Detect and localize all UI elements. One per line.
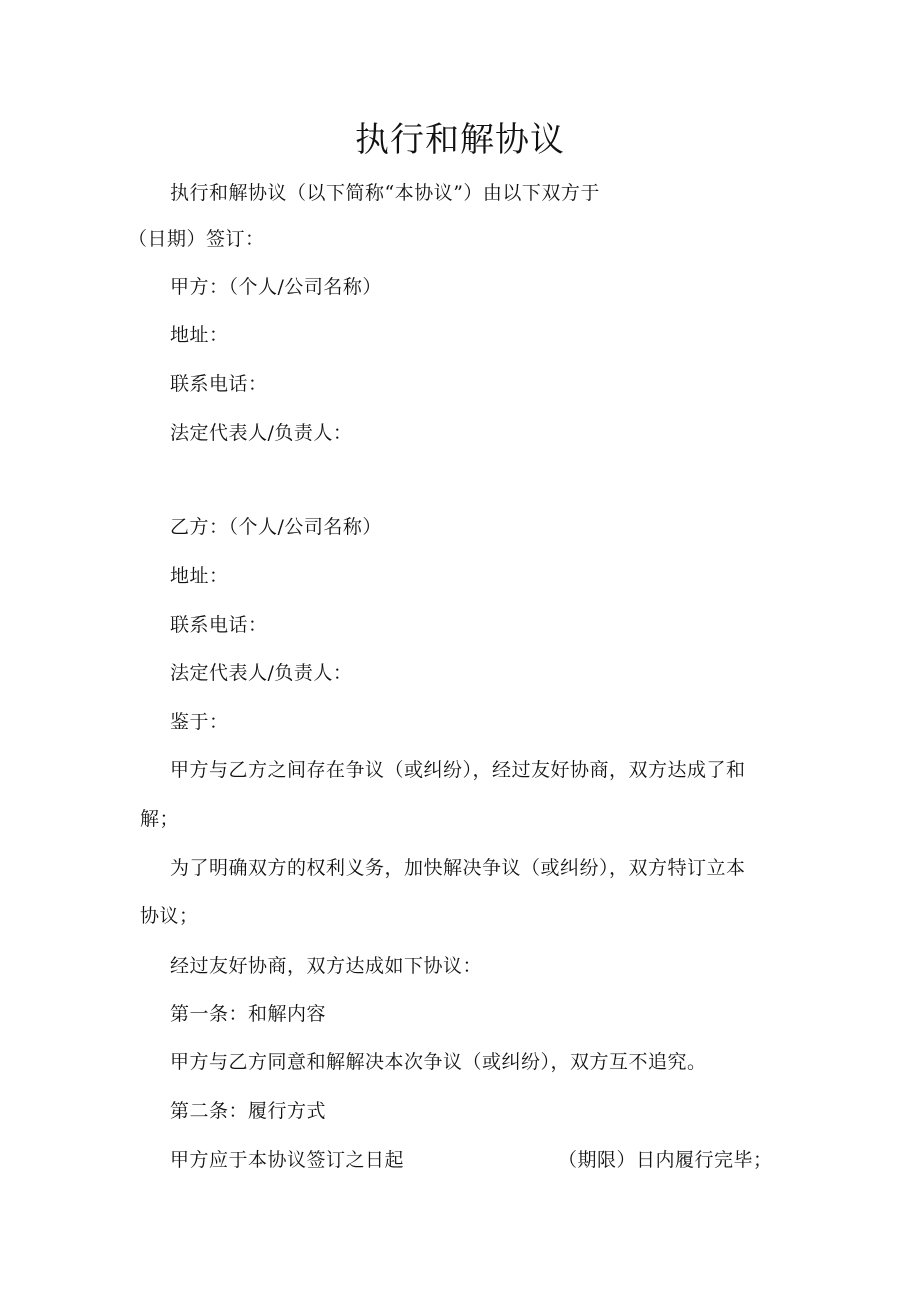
article-2-heading: 第二条：履行方式 — [170, 1100, 327, 1122]
intro-line-2: （日期）签订： — [128, 228, 265, 250]
recital-2-line-1: 为了明确双方的权利义务，加快解决争议（或纠纷），双方特订立本 — [170, 857, 746, 879]
whereas-heading: 鉴于： — [170, 711, 229, 733]
party-b-name: 乙方：（个人/公司名称） — [170, 516, 382, 538]
recital-1-line-1: 甲方与乙方之间存在争议（或纠纷），经过友好协商，双方达成了和 — [170, 759, 746, 781]
recital-1-line-2: 解； — [140, 808, 180, 830]
article-1-heading: 第一条：和解内容 — [170, 1003, 327, 1025]
party-b-representative: 法定代表人/负责人： — [170, 662, 353, 684]
party-a-representative: 法定代表人/负责人： — [170, 422, 353, 444]
party-a-phone: 联系电话： — [170, 373, 268, 395]
party-b-phone: 联系电话： — [170, 614, 268, 636]
article-2-body-end: （期限）日内履行完毕； — [558, 1149, 773, 1171]
document-title: 执行和解协议 — [355, 120, 565, 160]
recital-3: 经过友好协商，双方达成如下协议： — [170, 955, 483, 977]
intro-line-1: 执行和解协议（以下简称“本协议”）由以下双方于 — [170, 182, 600, 204]
article-1-body: 甲方与乙方同意和解解决本次争议（或纠纷），双方互不追究。 — [170, 1051, 707, 1073]
party-a-name: 甲方：（个人/公司名称） — [170, 276, 382, 298]
party-b-address: 地址： — [170, 565, 229, 587]
party-a-address: 地址： — [170, 324, 229, 346]
recital-2-line-2: 协议； — [140, 905, 199, 927]
article-2-body — [170, 1147, 790, 1173]
article-2-body-start: 甲方应于本协议签订之日起 — [170, 1149, 405, 1171]
